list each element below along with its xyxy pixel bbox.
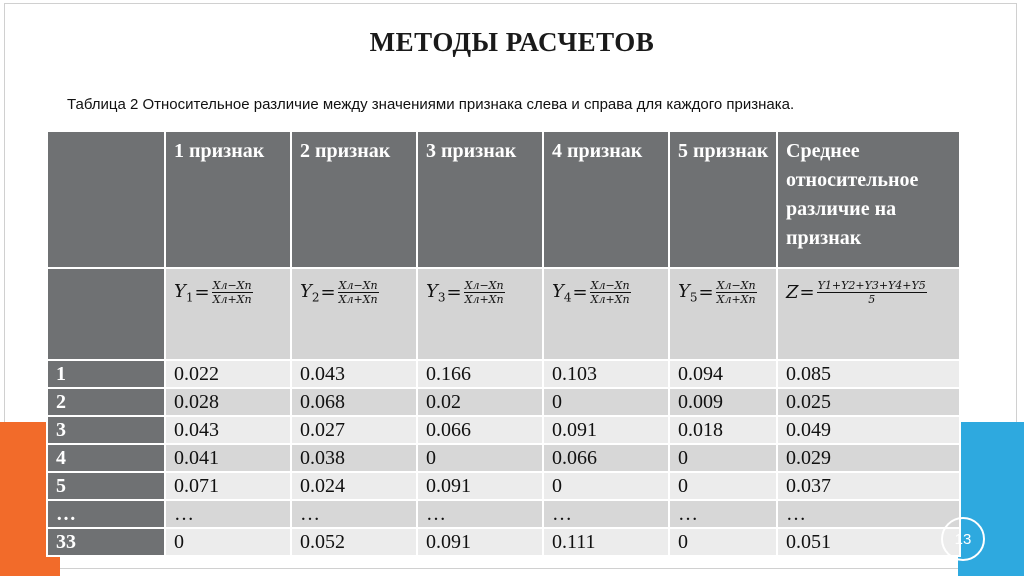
table-row (47, 472, 960, 500)
header-cell: 4 признак (543, 131, 669, 268)
results-table (46, 130, 961, 557)
table-cell: 0 (543, 472, 669, 500)
table-cell: 0.041 (165, 444, 291, 472)
header-row (47, 131, 960, 268)
table-row (47, 528, 960, 556)
table-cell: 0.066 (417, 416, 543, 444)
row-label: 1 (47, 360, 165, 388)
table-caption: Таблица 2 Относительное различие между значениями признака слева и справа для каждого признака. (67, 96, 795, 113)
table-cell: 0 (165, 528, 291, 556)
table-cell: … (777, 500, 960, 528)
table-cell: 0.022 (165, 360, 291, 388)
table-row (47, 416, 960, 444)
table-cell: 0.009 (669, 388, 777, 416)
table-cell: 0.051 (777, 528, 960, 556)
table-cell: 0.166 (417, 360, 543, 388)
data-rows (47, 360, 960, 556)
table-cell: 0.091 (417, 528, 543, 556)
row-label: 5 (47, 472, 165, 500)
table-cell: 0.049 (777, 416, 960, 444)
table-cell: 0 (543, 388, 669, 416)
formula-cell: Z = $\frac{Y1+Y2+Y3+Y4+Y5}{5}$ (777, 268, 960, 360)
table-cell: 0.018 (669, 416, 777, 444)
formula-cell: $Y_3$ = $\frac{Xл-Xп}{Xл+Xп}$ (417, 268, 543, 360)
table-row (47, 360, 960, 388)
table-cell: 0.111 (543, 528, 669, 556)
table-cell: 0.071 (165, 472, 291, 500)
table-cell: 0.025 (777, 388, 960, 416)
table-cell: 0.028 (165, 388, 291, 416)
table-cell: 0.024 (291, 472, 417, 500)
table-cell: 0.052 (291, 528, 417, 556)
table-cell: 0.037 (777, 472, 960, 500)
table-cell: 0.029 (777, 444, 960, 472)
table-cell: … (291, 500, 417, 528)
row-label: 3 (47, 416, 165, 444)
formula-cell: $Y_1$ = $\frac{Xл-Xп}{Xл+Xп}$ (165, 268, 291, 360)
row-label: 4 (47, 444, 165, 472)
table-row (47, 500, 960, 528)
header-cell: Среднее относительное различие на признак (777, 131, 960, 268)
table-cell: 0 (669, 528, 777, 556)
table-cell: … (165, 500, 291, 528)
table-row (47, 388, 960, 416)
table-row (47, 444, 960, 472)
header-corner (47, 131, 165, 268)
table-cell: … (669, 500, 777, 528)
row-label: … (47, 500, 165, 528)
table-cell: 0.091 (543, 416, 669, 444)
row-label: 33 (47, 528, 165, 556)
page-number-badge: 13 (941, 517, 985, 561)
table-cell: … (417, 500, 543, 528)
table-cell: 0.085 (777, 360, 960, 388)
table-cell: … (543, 500, 669, 528)
formula-row (47, 268, 960, 360)
slide-title: МЕТОДЫ РАСЧЕТОВ (369, 27, 655, 57)
table-cell: 0.038 (291, 444, 417, 472)
header-cell: 1 признак (165, 131, 291, 268)
header-cell: 5 признак (669, 131, 777, 268)
row-label: 2 (47, 388, 165, 416)
table-cell: 0.066 (543, 444, 669, 472)
header-cell: 2 признак (291, 131, 417, 268)
table-cell: 0.027 (291, 416, 417, 444)
formula-corner (47, 268, 165, 360)
table-cell: 0 (669, 472, 777, 500)
formula-cell: $Y_2$ = $\frac{Xл-Xп}{Xл+Xп}$ (291, 268, 417, 360)
header-cell: 3 признак (417, 131, 543, 268)
table-cell: 0.091 (417, 472, 543, 500)
table-cell: 0.02 (417, 388, 543, 416)
formula-cell: $Y_5$ = $\frac{Xл-Xп}{Xл+Xп}$ (669, 268, 777, 360)
table-cell: 0 (669, 444, 777, 472)
table-cell: 0.094 (669, 360, 777, 388)
table-cell: 0.068 (291, 388, 417, 416)
table-cell: 0.103 (543, 360, 669, 388)
table-cell: 0 (417, 444, 543, 472)
table-cell: 0.043 (291, 360, 417, 388)
table-cell: 0.043 (165, 416, 291, 444)
formula-cell: $Y_4$ = $\frac{Xл-Xп}{Xл+Xп}$ (543, 268, 669, 360)
